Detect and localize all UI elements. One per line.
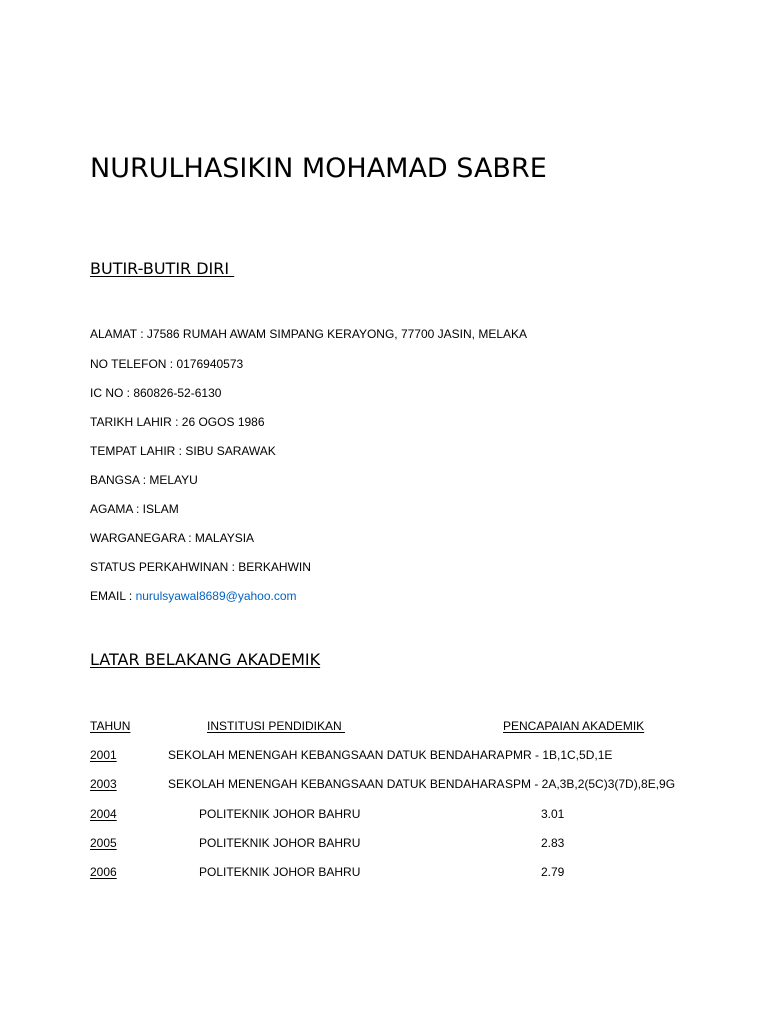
table-row-institution: SEKOLAH MENENGAH KEBANGSAAN DATUK BENDAHARA: [168, 748, 505, 762]
email-line: [90, 588, 297, 604]
marital-status-line: STATUS PERKAHWINAN : BERKAHWIN: [90, 560, 311, 574]
table-row-year: 2001: [90, 748, 117, 762]
email-label: EMAIL :: [90, 589, 136, 603]
table-row-institution: SEKOLAH MENENGAH KEBANGSAAN DATUK BENDAHARA: [168, 777, 505, 791]
table-row-achievement: 2.79: [541, 865, 565, 879]
race-line: BANGSA : MELAYU: [90, 473, 198, 487]
column-header-institution: INSTITUSI PENDIDIKAN: [207, 719, 346, 733]
person-name: NURULHASIKIN MOHAMAD SABRE: [90, 153, 547, 184]
birth-date-line: TARIKH LAHIR : 26 OGOS 1986: [90, 415, 265, 429]
table-row-achievement: PMR - 1B,1C,5D,1E: [505, 748, 613, 762]
ic-number-line: IC NO : 860826-52-6130: [90, 386, 222, 400]
table-row-institution: POLITEKNIK JOHOR BAHRU: [199, 807, 361, 821]
column-header-achievement: PENCAPAIAN AKADEMIK: [503, 719, 645, 733]
table-row-achievement: 3.01: [541, 807, 565, 821]
religion-line: AGAMA : ISLAM: [90, 502, 179, 516]
section-heading-personal-details: BUTIR-BUTIR DIRI: [90, 259, 235, 278]
phone-line: NO TELEFON : 0176940573: [90, 357, 244, 371]
birth-place-line: TEMPAT LAHIR : SIBU SARAWAK: [90, 444, 276, 458]
table-row-year: 2003: [90, 777, 117, 791]
email-link[interactable]: nurulsyawal8689@yahoo.com: [135, 589, 297, 603]
table-row-institution: POLITEKNIK JOHOR BAHRU: [199, 865, 361, 879]
table-row-institution: POLITEKNIK JOHOR BAHRU: [199, 836, 361, 850]
table-row-year: 2004: [90, 807, 117, 821]
column-header-year: TAHUN: [90, 719, 131, 733]
table-row-year: 2006: [90, 865, 117, 879]
address-line: ALAMAT : J7586 RUMAH AWAM SIMPANG KERAYONG, 77700 JASIN, MELAKA: [90, 327, 528, 341]
table-row-achievement: SPM - 2A,3B,2(5C)3(7D),8E,9G: [505, 777, 676, 791]
section-heading-academic: LATAR BELAKANG AKADEMIK: [90, 650, 321, 669]
table-row-achievement: 2.83: [541, 836, 565, 850]
nationality-line: WARGANEGARA : MALAYSIA: [90, 531, 255, 545]
table-row-year: 2005: [90, 836, 117, 850]
